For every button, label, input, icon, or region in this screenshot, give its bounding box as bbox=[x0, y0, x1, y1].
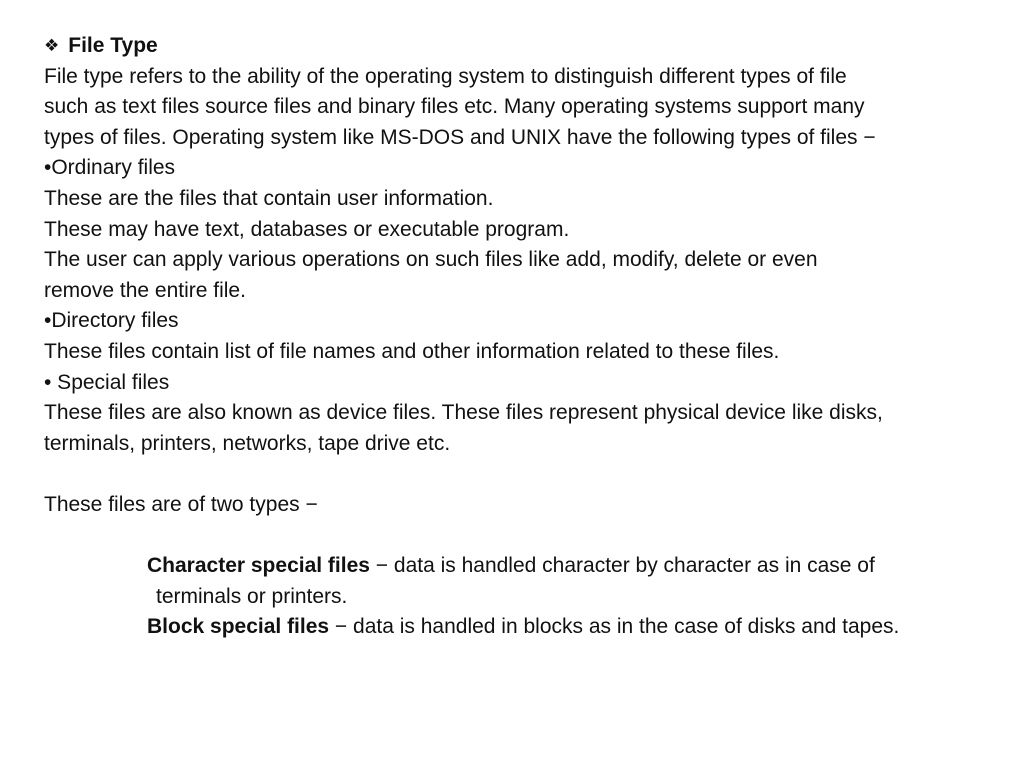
heading-title: File Type bbox=[68, 34, 158, 57]
intro-line: File type refers to the ability of the operating system to distinguish different types of file bbox=[44, 64, 847, 88]
ordinary-files-line: These are the files that contain user information. bbox=[44, 186, 494, 210]
intro-line: types of files. Operating system like MS-DOS and UNIX have the following types of files − bbox=[44, 125, 876, 149]
slide-content bbox=[44, 31, 984, 643]
block-special-files-item bbox=[44, 612, 984, 643]
special-files-label: • Special files bbox=[44, 370, 170, 394]
heading bbox=[44, 31, 984, 62]
directory-files-line: These files contain list of file names and other information related to these files. bbox=[44, 339, 780, 363]
ordinary-files-line: These may have text, databases or executable program. bbox=[44, 217, 570, 241]
ordinary-files-line: remove the entire file. bbox=[44, 278, 246, 302]
character-special-files-item bbox=[44, 551, 984, 582]
ordinary-files-line: The user can apply various operations on such files like add, modify, delete or even bbox=[44, 248, 818, 272]
character-special-files-desc: − data is handled character by character as in case of bbox=[369, 554, 875, 578]
block-special-files-term: Block special files bbox=[147, 615, 330, 639]
spacer bbox=[44, 521, 984, 552]
ordinary-files-label: •Ordinary files bbox=[44, 156, 176, 180]
character-special-files-continuation: terminals or printers. bbox=[156, 584, 348, 608]
two-types-line: These files are of two types − bbox=[44, 492, 318, 516]
special-files-line: These files are also known as device files. These files represent physical device like disks, bbox=[44, 401, 883, 425]
intro-line: such as text files source files and binary files etc. Many operating systems support many bbox=[44, 95, 865, 119]
spacer bbox=[44, 459, 984, 490]
diamond-bullet-icon: ❖ bbox=[44, 36, 60, 55]
character-special-files-term: Character special files bbox=[147, 554, 370, 578]
block-special-files-desc: − data is handled in blocks as in the case of disks and tapes. bbox=[329, 615, 900, 639]
directory-files-label: •Directory files bbox=[44, 309, 179, 333]
special-files-line: terminals, printers, networks, tape drive etc. bbox=[44, 431, 451, 455]
